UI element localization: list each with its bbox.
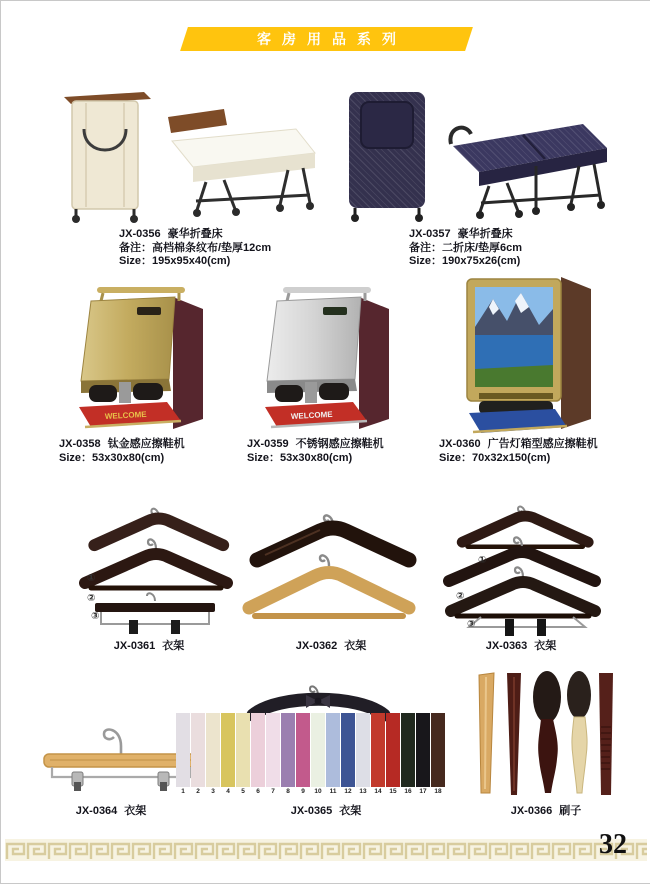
fabric-swatch [371, 713, 385, 796]
product-code: JX-0356 [119, 228, 161, 240]
product-size: Size：190x75x26(cm) [409, 255, 521, 267]
fabric-swatch-color [386, 713, 400, 787]
product-size: Size：53x30x80(cm) [247, 451, 353, 464]
fabric-swatch-color [311, 713, 325, 787]
fabric-swatch [416, 713, 430, 796]
fabric-swatch [191, 713, 205, 796]
fabric-swatch-color [266, 713, 280, 787]
product-code: JX-0363 [485, 640, 528, 652]
fabric-swatch [281, 713, 295, 796]
fabric-swatch-color [431, 713, 445, 787]
fabric-swatch-color [206, 713, 220, 787]
product-name: 不锈钢感应擦鞋机 [295, 438, 384, 450]
product-note: 备注：高档棉条纹布/垫厚12cm [119, 241, 272, 254]
photo-jx-0362-hanger-set [241, 506, 421, 636]
fabric-swatch [356, 713, 370, 796]
caption-jx-0366 [486, 805, 606, 819]
product-name: 衣架 [344, 640, 367, 652]
fabric-swatch [386, 713, 400, 796]
fabric-swatch-color [371, 713, 385, 787]
fabric-swatch-number: 13 [359, 788, 367, 795]
marker-circled-3: ③ [91, 611, 100, 622]
fabric-swatch-number: 3 [211, 788, 215, 795]
series-banner-title: 客房用品系列 [257, 31, 407, 47]
product-name: 广告灯箱型感应擦鞋机 [487, 438, 598, 450]
fabric-swatch-number: 9 [301, 788, 305, 795]
photo-jx-0357-folding-bed [331, 86, 617, 225]
caption-jx-0359 [247, 438, 384, 465]
fabric-swatch-number: 15 [389, 788, 397, 795]
photo-jx-0363-hanger-set [433, 499, 613, 641]
fabric-swatch-color [191, 713, 205, 787]
fabric-swatch-color [356, 713, 370, 787]
photo-jx-0360-lightbox-shoe-polisher [449, 269, 609, 436]
photo-jx-0366-brush-set [469, 667, 619, 799]
marker-circled-2: ② [87, 593, 96, 604]
fabric-swatch [401, 713, 415, 796]
product-note: 备注：二折床/垫厚6cm [409, 241, 523, 254]
fabric-swatch [311, 713, 325, 796]
svg-text:WELCOME: WELCOME [104, 409, 147, 421]
fabric-swatch-color [326, 713, 340, 787]
fabric-swatch-color [176, 713, 190, 787]
photo-jx-0359-shoe-polisher [253, 279, 403, 434]
caption-jx-0365 [266, 805, 386, 819]
product-name: 豪华折叠床 [457, 228, 513, 240]
fabric-swatch [266, 713, 280, 796]
fabric-swatch [206, 713, 220, 796]
caption-jx-0364 [51, 805, 171, 819]
fabric-swatch-number: 16 [404, 788, 412, 795]
fabric-swatch-color [221, 713, 235, 787]
fabric-swatch-number: 1 [181, 788, 185, 795]
product-code: JX-0365 [290, 805, 333, 817]
greek-key-border [5, 839, 647, 861]
fabric-swatch [431, 713, 445, 796]
caption-jx-0360 [439, 438, 598, 465]
product-name: 衣架 [339, 805, 362, 817]
svg-text:WELCOME: WELCOME [290, 409, 333, 421]
caption-jx-0363 [461, 640, 581, 654]
fabric-swatch [221, 713, 235, 796]
caption-jx-0357 [409, 228, 522, 269]
product-name: 刷子 [559, 805, 582, 817]
fabric-swatch [296, 713, 310, 796]
fabric-swatch-number: 18 [434, 788, 442, 795]
product-code: JX-0359 [247, 438, 289, 450]
marker-circled-2: ② [456, 591, 465, 602]
product-size: Size：53x30x80(cm) [59, 451, 165, 464]
caption-jx-0356 [119, 228, 271, 269]
product-name: 钛金感应擦鞋机 [107, 438, 185, 450]
fabric-swatch-number: 11 [329, 788, 337, 795]
fabric-swatch [236, 713, 250, 796]
product-size: Size：70x32x150(cm) [439, 451, 551, 464]
caption-jx-0362 [271, 640, 391, 654]
fabric-swatch-number: 8 [286, 788, 290, 795]
fabric-swatch-color [281, 713, 295, 787]
product-name: 衣架 [162, 640, 185, 652]
product-size: Size：195x95x40(cm) [119, 255, 231, 267]
fabric-swatch [341, 713, 355, 796]
product-code: JX-0360 [439, 438, 481, 450]
product-code: JX-0364 [75, 805, 118, 817]
fabric-swatch-color [341, 713, 355, 787]
product-name: 衣架 [124, 805, 147, 817]
photo-jx-0358-shoe-polisher [67, 279, 217, 434]
product-code: JX-0361 [113, 640, 156, 652]
product-name: 衣架 [534, 640, 557, 652]
fabric-swatch-number: 10 [314, 788, 322, 795]
fabric-swatch-number: 7 [271, 788, 275, 795]
fabric-swatch-number: 14 [374, 788, 382, 795]
product-code: JX-0358 [59, 438, 101, 450]
marker-circled-3: ③ [467, 619, 476, 630]
fabric-swatch [176, 713, 190, 796]
fabric-swatch-number: 5 [241, 788, 245, 795]
fabric-swatch-number: 2 [196, 788, 200, 795]
fabric-swatch-color [251, 713, 265, 787]
fabric-swatch [251, 713, 265, 796]
fabric-swatch-color [236, 713, 250, 787]
fabric-swatch-number: 17 [419, 788, 427, 795]
product-name: 豪华折叠床 [167, 228, 223, 240]
marker-circled-1: ① [87, 573, 96, 584]
fabric-swatch [326, 713, 340, 796]
caption-jx-0358 [59, 438, 185, 465]
fabric-swatch-strip [176, 713, 448, 796]
fabric-swatch-color [296, 713, 310, 787]
product-code: JX-0362 [295, 640, 338, 652]
page-number: 32 [599, 829, 627, 860]
fabric-swatch-number: 6 [256, 788, 260, 795]
series-banner [180, 27, 473, 51]
fabric-swatch-color [416, 713, 430, 787]
product-code: JX-0357 [409, 228, 451, 240]
caption-jx-0361 [89, 640, 209, 654]
product-code: JX-0366 [510, 805, 553, 817]
fabric-swatch-color [401, 713, 415, 787]
fabric-swatch-number: 4 [226, 788, 230, 795]
marker-circled-1: ① [478, 555, 487, 566]
fabric-swatch-number: 12 [344, 788, 352, 795]
photo-jx-0356-folding-bed [56, 89, 318, 225]
